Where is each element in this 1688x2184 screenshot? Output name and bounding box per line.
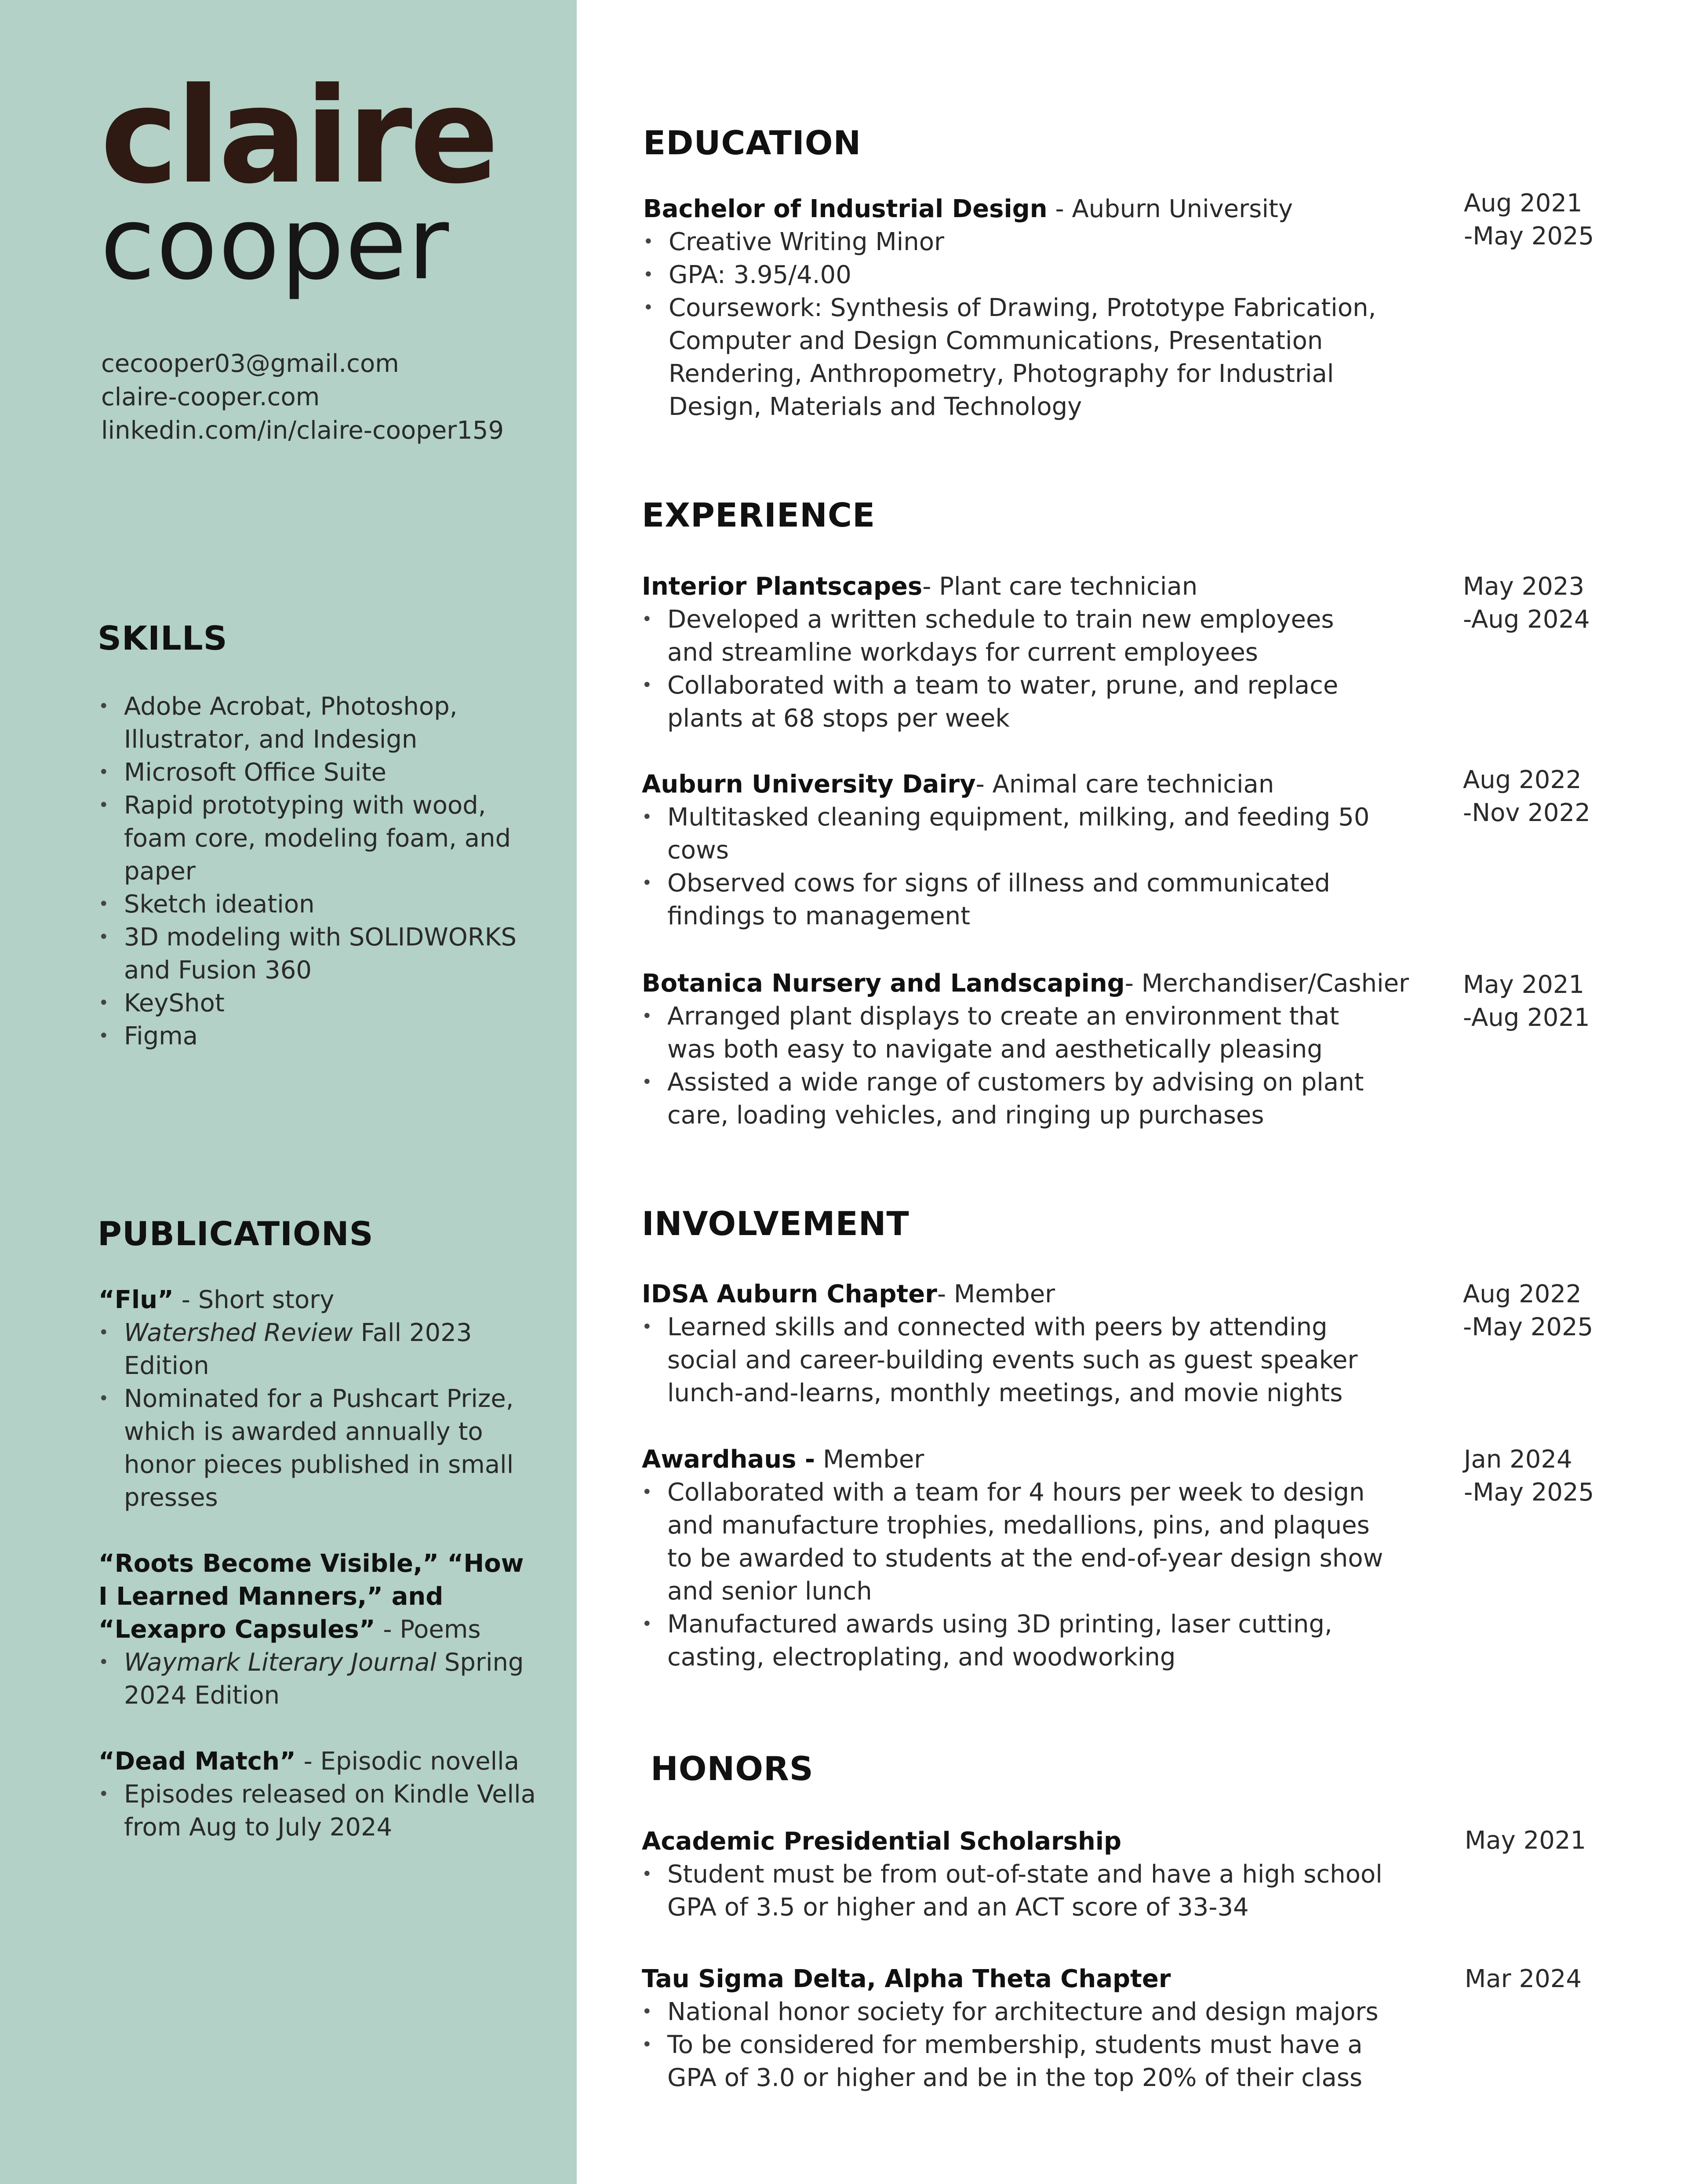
publication-bullet: • Episodes released on Kindle Vella from Aug to July 2024 <box>98 1778 538 1844</box>
org-name: IDSA Auburn Chapter <box>642 1280 937 1308</box>
role-name: - Animal care technician <box>975 770 1274 799</box>
education-entry <box>643 193 1426 423</box>
education-date <box>1464 187 1594 253</box>
publications-heading: PUBLICATIONS <box>98 1214 374 1253</box>
involvement-entry <box>642 1278 1398 1410</box>
experience-item: • Arranged plant displays to create an environment that was both easy to navigate and aesthetically pleasing <box>642 1000 1380 1066</box>
first-name: claire <box>100 59 497 213</box>
date-end: -May 2025 <box>1463 1313 1593 1341</box>
degree-name: Bachelor of Industrial Design <box>643 195 1048 223</box>
skill-item: • Sketch ideation <box>98 888 556 921</box>
publication-bullet <box>98 1316 556 1382</box>
education-item: • Coursework: Synthesis of Drawing, Prototype Fabrication, Computer and Design Communications, Presentation Rendering, Anthropometry, Photography for Industrial Design, Materials and Technology <box>643 291 1426 423</box>
org-name: Botanica Nursery and Landscaping <box>642 969 1125 998</box>
honor-entry <box>642 1825 1398 1924</box>
honor-title: Academic Presidential Scholarship <box>642 1827 1122 1856</box>
role-name: - Merchandiser/Cashier <box>1124 969 1409 998</box>
experience-date <box>1463 968 1590 1034</box>
skill-item: • Rapid prototyping with wood, foam core, modeling foam, and paper <box>98 789 556 888</box>
experience-item: • Observed cows for signs of illness and communicated findings to management <box>642 867 1380 933</box>
involvement-item: • Collaborated with a team for 4 hours per week to design and manufacture trophies, medallions, pins, and plaques to be awarded to students at the end-of-year design show and senior lunch <box>642 1476 1398 1608</box>
edition-text: Spring 2024 Edition <box>124 1648 524 1710</box>
skill-item: • Figma <box>98 1020 556 1053</box>
publication-novella <box>98 1745 538 1844</box>
org-name: Auburn University Dairy <box>642 770 976 799</box>
experience-entry <box>642 967 1409 1132</box>
date-end: -May 2025 <box>1464 1478 1594 1507</box>
publication-bullet <box>98 1646 538 1712</box>
experience-heading: EXPERIENCE <box>642 496 876 534</box>
skill-item: • KeyShot <box>98 987 556 1020</box>
skill-item: • 3D modeling with SOLIDWORKS and Fusion 360 <box>98 921 556 987</box>
experience-date <box>1463 763 1590 829</box>
publication-type: - Episodic novella <box>295 1747 520 1776</box>
email-link[interactable]: cecooper03@gmail.com <box>101 349 399 378</box>
involvement-heading: INVOLVEMENT <box>642 1204 909 1243</box>
date-start: Aug 2021 <box>1464 189 1582 218</box>
experience-entry <box>642 570 1380 735</box>
publication-title: “Dead Match” <box>98 1747 296 1776</box>
skill-item: • Microsoft Office Suite <box>98 756 556 789</box>
role-name: - Member <box>937 1280 1055 1308</box>
journal-name: Waymark Literary Journal <box>124 1648 437 1677</box>
involvement-item: • Manufactured awards using 3D printing, laser cutting, casting, electroplating, and woodworking <box>642 1608 1398 1674</box>
experience-date <box>1463 570 1590 636</box>
edition-text: Fall 2023 Edition <box>124 1319 472 1380</box>
education-heading: EDUCATION <box>643 124 862 162</box>
org-name: Interior Plantscapes <box>642 572 923 601</box>
involvement-date <box>1464 1443 1594 1509</box>
honor-date: Mar 2024 <box>1465 1965 1582 1993</box>
experience-item: • Multitasked cleaning equipment, milking, and feeding 50 cows <box>642 801 1380 867</box>
honor-item: • To be considered for membership, students must have a GPA of 3.0 or higher and be in the top 20% of their class <box>642 2028 1398 2094</box>
honor-item: • National honor society for architecture and design majors <box>642 1995 1398 2028</box>
date-start: Aug 2022 <box>1463 766 1582 794</box>
date-end: -Nov 2022 <box>1463 799 1590 827</box>
experience-entry <box>642 768 1380 933</box>
experience-item: • Developed a written schedule to train new employees and streamline workdays for current employees <box>642 603 1380 669</box>
date-end: -Aug 2024 <box>1463 605 1590 634</box>
date-start: Jan 2024 <box>1464 1445 1572 1474</box>
skills-heading: SKILLS <box>98 619 228 658</box>
linkedin-link[interactable]: linkedin.com/in/claire-cooper159 <box>101 416 504 445</box>
involvement-entry <box>642 1443 1398 1674</box>
publication-poems <box>98 1547 538 1712</box>
date-end: -May 2025 <box>1464 222 1594 251</box>
last-name: cooper <box>100 185 450 302</box>
honor-entry <box>642 1962 1398 2094</box>
date-start: May 2023 <box>1463 572 1585 601</box>
contact-block <box>101 347 504 447</box>
school-name: - Auburn University <box>1055 195 1293 223</box>
role-name: - Plant care technician <box>922 572 1198 601</box>
publication-flu <box>98 1283 556 1514</box>
involvement-item: • Learned skills and connected with peers by attending social and career-building events such as guest speaker lunch-and-learns, monthly meetings, and movie nights <box>642 1311 1398 1410</box>
publication-type: - Poems <box>375 1615 481 1644</box>
skill-item: • Adobe Acrobat, Photoshop, Illustrator, and Indesign <box>98 690 556 756</box>
publication-title: “Roots Become Visible,” “How I Learned Manners,” and “Lexapro Capsules” <box>98 1549 524 1644</box>
publication-title: “Flu” <box>98 1286 174 1314</box>
website-link[interactable]: claire-cooper.com <box>101 383 320 411</box>
date-start: May 2021 <box>1463 970 1585 999</box>
sidebar <box>0 0 577 2184</box>
role-name: Member <box>815 1445 924 1474</box>
education-item: • GPA: 3.95/4.00 <box>643 258 1426 291</box>
experience-item: • Collaborated with a team to water, prune, and replace plants at 68 stops per week <box>642 669 1380 735</box>
education-item: • Creative Writing Minor <box>643 225 1426 258</box>
honor-title: Tau Sigma Delta, Alpha Theta Chapter <box>642 1965 1171 1993</box>
honors-heading: HONORS <box>651 1749 814 1788</box>
experience-item: • Assisted a wide range of customers by advising on plant care, loading vehicles, and ringing up purchases <box>642 1066 1380 1132</box>
date-end: -Aug 2021 <box>1463 1003 1590 1032</box>
publication-bullet: • Nominated for a Pushcart Prize, which is awarded annually to honor pieces published in small presses <box>98 1382 556 1514</box>
publication-type: - Short story <box>173 1286 335 1314</box>
date-start: Aug 2022 <box>1463 1280 1582 1308</box>
honor-date: May 2021 <box>1465 1826 1586 1855</box>
journal-name: Watershed Review <box>124 1319 353 1347</box>
org-name: Awardhaus - <box>642 1445 815 1474</box>
honor-item: • Student must be from out-of-state and have a high school GPA of 3.5 or higher and an ACT score of 33-34 <box>642 1858 1398 1924</box>
skills-list <box>98 690 556 1053</box>
involvement-date <box>1463 1278 1593 1344</box>
